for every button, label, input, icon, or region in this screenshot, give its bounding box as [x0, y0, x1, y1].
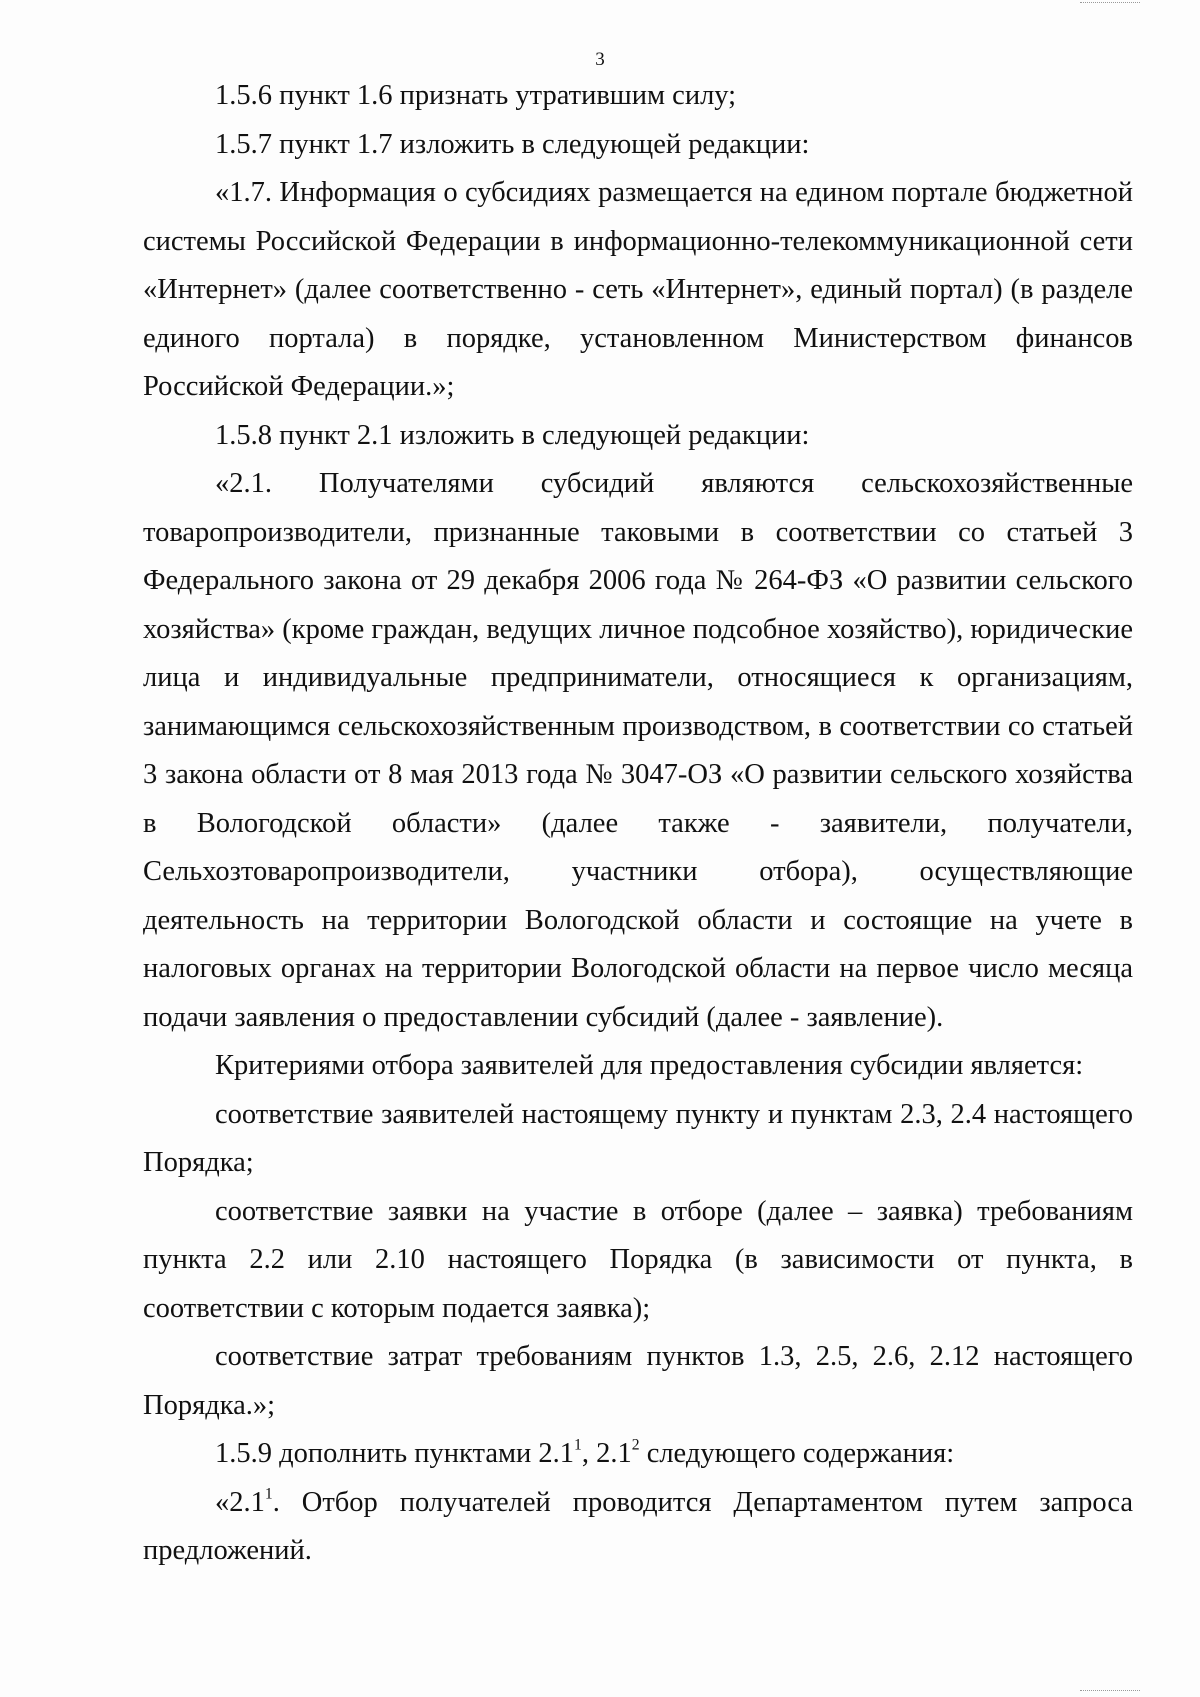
paragraph-criterion-1: соответствие заявителей настоящему пункту и пунктам 2.3, 2.4 настоящего Порядка;: [143, 1098, 1133, 1178]
text-segment: «2.1: [215, 1486, 265, 1518]
paragraph-1-5-7: 1.5.7 пункт 1.7 изложить в следующей редакции:: [215, 128, 810, 160]
paragraph-criterion-2: соответствие заявки на участие в отборе (далее – заявка) требованиям пункта 2.2 или 2.10 настоящего Порядка (в зависимости от пункта, в соответствии с которым подается заявка);: [143, 1195, 1133, 1324]
paragraph-criteria-intro: Критериями отбора заявителей для предоставления субсидии является:: [215, 1050, 1084, 1081]
text-segment: . Отбор получателей проводится Департаментом путем запроса предложений.: [143, 1486, 1133, 1566]
scan-artifact-bottom: [1080, 1690, 1140, 1697]
superscript: 1: [574, 1436, 582, 1454]
text-segment: , 2.1: [581, 1438, 632, 1469]
paragraph-2-1-text: «2.1. Получателями субсидий являются сельскохозяйственные товаропроизводители, признанные таковыми в соответствии со статьей 3 Федерального закона от 29 декабря 2006 года № 264-ФЗ «О развитии сельского хозяйства» (кроме граждан, ведущих личное подсобное хозяйство), юридические лица и индивидуальные предприниматели, относящиеся к организациям, занимающимся сельскохозяйственным производством, в соответствии со статьей 3 закона области от 8 мая 2013 года № 3047-ОЗ «О развитии сельского хозяйства в Вологодской области» (далее также - заявители, получатели, Сельхозтоваропроизводители, участники отбора), осуществляющие деятельность на территории Вологодской области и состоящие на учете в налоговых органах на территории Вологодской области на первое число месяца подачи заявления о предоставлении субсидий (далее - заявление).: [143, 468, 1133, 1033]
paragraph-1-5-8: 1.5.8 пункт 2.1 изложить в следующей редакции:: [215, 419, 810, 451]
paragraph-1-5-9: [143, 1430, 1133, 1479]
paragraph-criterion-3: соответствие затрат требованиям пунктов 1.3, 2.5, 2.6, 2.12 настоящего Порядка.»;: [143, 1341, 1133, 1421]
scan-artifact-top: [1080, 2, 1140, 9]
paragraph-1-5-6: 1.5.6 пункт 1.6 признать утратившим силу;: [215, 80, 737, 111]
text-segment: следующего содержания:: [639, 1438, 955, 1469]
superscript: 2: [631, 1436, 640, 1454]
page-number: 3: [595, 49, 605, 70]
superscript: 1: [264, 1484, 273, 1502]
paragraph-2-1-1-text: [143, 1479, 1133, 1576]
paragraph-1-7-text: «1.7. Информация о субсидиях размещается на едином портале бюджетной системы Российской Федерации в информационно-телекоммуникационной сети «Интернет» (далее соответственно - сеть «Интернет», единый портал) (в разделе единого портала) в порядке, установленном Министерством финансов Российской Федерации.»;: [143, 177, 1133, 402]
text-segment: 1.5.9 дополнить пунктами 2.1: [215, 1438, 575, 1469]
document-body: [143, 72, 1133, 1576]
